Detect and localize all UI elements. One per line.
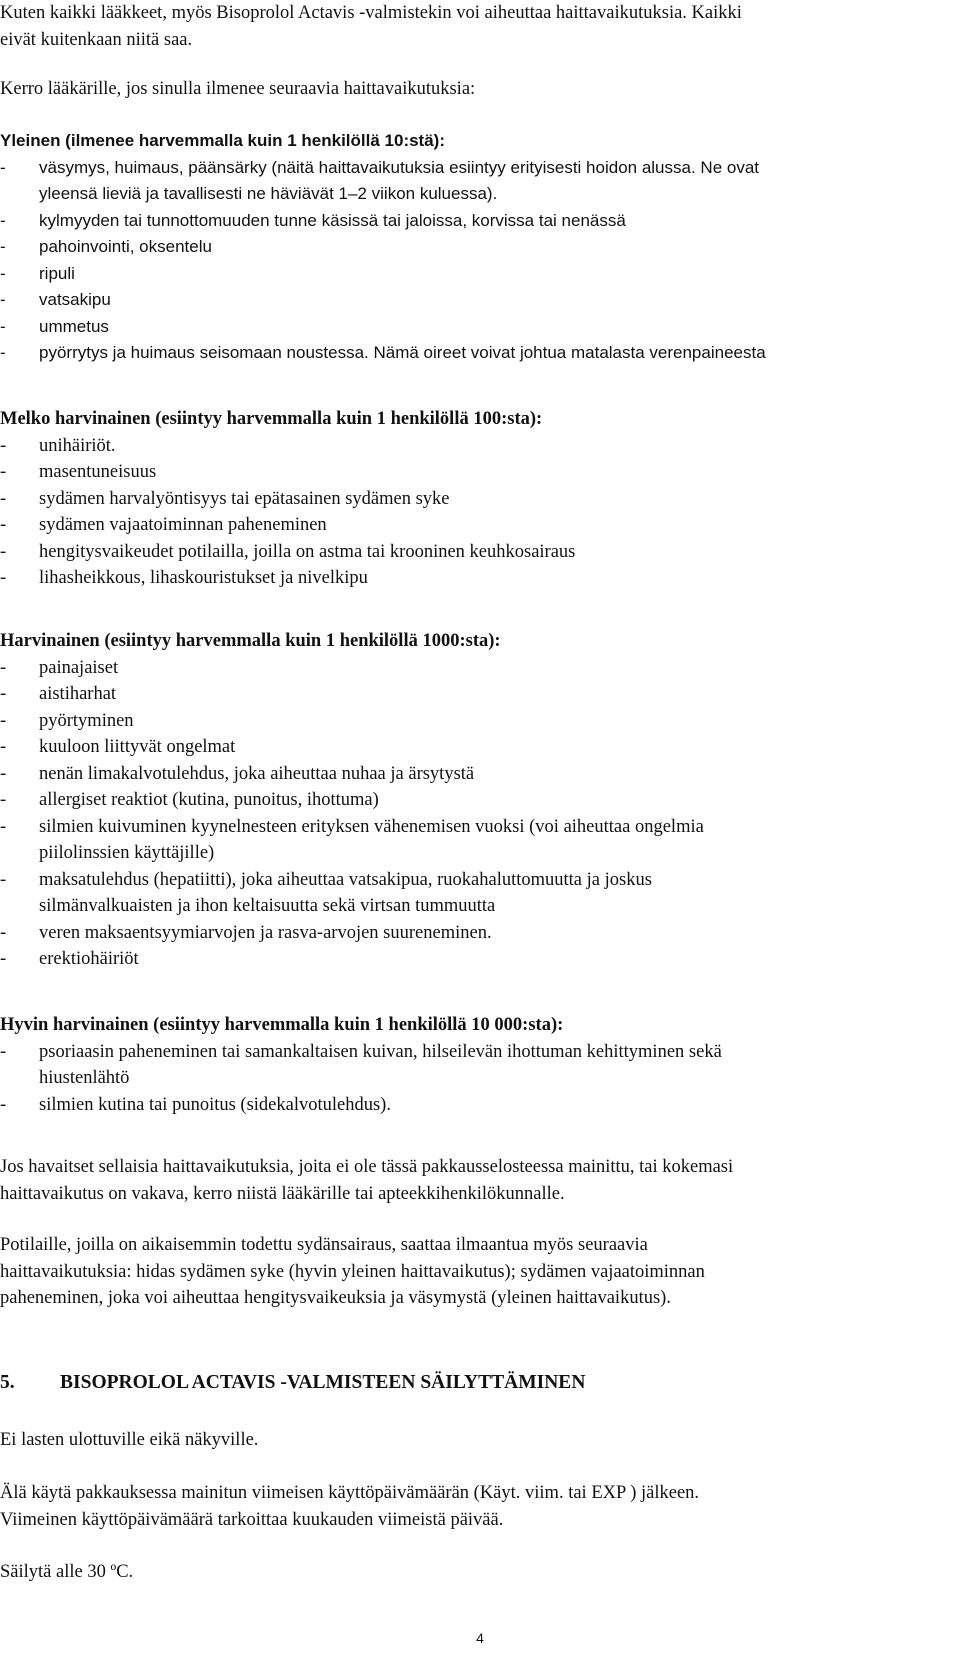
rare-section <box>0 628 940 973</box>
list-item <box>0 208 940 235</box>
list-dash: - <box>0 462 7 482</box>
list-dash: - <box>0 343 6 362</box>
list-item-line: maksatulehdus (hepatiitti), joka aiheuttaa vatsakipua, ruokahaluttomuutta ja joskus <box>39 869 652 890</box>
list-item-text: kylmyyden tai tunnottomuuden tunne käsissä tai jaloissa, korvissa tai nenässä <box>39 210 626 230</box>
list-item-text: masentuneisuus <box>39 462 157 482</box>
list-item-line: piilolinssien käyttäjille) <box>39 843 215 863</box>
list-item <box>0 761 940 788</box>
list-item-text: unihäiriöt. <box>39 435 116 456</box>
list-item <box>0 1039 940 1092</box>
uncommon-section <box>0 406 940 592</box>
list-item-text: sydämen vajaatoiminnan paheneminen <box>39 515 327 535</box>
list-item-text: lihasheikkous, lihaskouristukset ja nivelkipu <box>39 568 368 588</box>
section-heading <box>0 1370 585 1396</box>
list-item <box>0 234 940 261</box>
list-item <box>0 708 940 735</box>
heart-note-line: haittavaikutuksia: hidas sydämen syke (hyvin yleinen haittavaikutus); sydämen vajaatoiminnan <box>0 1261 705 1282</box>
list-dash: - <box>0 210 6 230</box>
list-item <box>0 867 940 920</box>
list-item <box>0 1092 940 1119</box>
intro-line: eivät kuitenkaan niitä saa. <box>0 29 193 50</box>
list-item-text: vatsakipu <box>39 290 111 309</box>
list-dash: - <box>0 1041 7 1062</box>
list-item-line: hiustenlähtö <box>39 1068 130 1088</box>
list-item-text: nenän limakalvotulehdus, joka aiheuttaa nuhaa ja ärsytystä <box>39 763 475 784</box>
list-dash: - <box>0 488 7 509</box>
list-dash: - <box>0 949 7 969</box>
section-title: BISOPROLOL ACTAVIS -VALMISTEEN SÄILYTTÄMINEN <box>60 1372 586 1393</box>
list-dash: - <box>0 237 6 256</box>
report-line: haittavaikutus on vakava, kerro niistä lääkärille tai apteekkihenkilökunnalle. <box>0 1183 565 1204</box>
list-item-text: silmien kutina tai punoitus (sidekalvotulehdus). <box>39 1094 391 1115</box>
list-item <box>0 155 940 208</box>
temperature-text: Säilytä alle 30 ºC. <box>0 1562 134 1582</box>
heart-note-line: Potilaille, joilla on aikaisemmin todettu sydänsairaus, saattaa ilmaantua myös seuraavia <box>0 1235 648 1255</box>
list-item <box>0 565 940 592</box>
expiry-line: Älä käytä pakkauksessa mainitun viimeisen käyttöpäivämäärän (Käyt. viim. tai EXP ) jälkeen. <box>0 1483 700 1503</box>
list-item-text: pyörrytys ja huimaus seisomaan noustessa. Nämä oireet voivat johtua matalasta verenpaineesta <box>39 343 766 362</box>
storage-children-text: Ei lasten ulottuville eikä näkyville. <box>0 1430 259 1450</box>
tell-doctor-text: Kerro lääkärille, jos sinulla ilmenee seuraavia haittavaikutuksia: <box>0 79 476 99</box>
list-item-text <box>39 155 940 208</box>
common-section <box>0 128 940 367</box>
list-dash: - <box>0 515 7 535</box>
list-item-line: yleensä lieviä ja tavallisesti ne häviävät 1–2 viikon kuluessa). <box>39 184 498 203</box>
list-item-text <box>39 867 940 920</box>
list-item-text: painajaiset <box>39 657 119 678</box>
list-item-line: silmänvalkuaisten ja ihon keltaisuutta sekä virtsan tummuutta <box>39 896 496 916</box>
list-dash: - <box>0 541 7 562</box>
list-item <box>0 459 940 486</box>
list-item-text: allergiset reaktiot (kutina, punoitus, ihottuma) <box>39 790 379 810</box>
tell-doctor-paragraph <box>0 76 940 103</box>
list-item <box>0 920 940 947</box>
list-item-text: erektiohäiriöt <box>39 949 139 969</box>
uncommon-heading: Melko harvinainen (esiintyy harvemmalla kuin 1 henkilöllä 100:sta): <box>0 409 543 429</box>
list-dash: - <box>0 263 6 283</box>
list-dash: - <box>0 710 7 731</box>
list-dash: - <box>0 869 7 890</box>
list-item <box>0 261 940 288</box>
list-item <box>0 734 940 761</box>
list-dash: - <box>0 290 6 309</box>
list-item <box>0 655 940 682</box>
temperature-paragraph <box>0 1559 940 1586</box>
list-dash: - <box>0 763 7 784</box>
list-dash: - <box>0 435 7 456</box>
expiry-paragraph <box>0 1480 940 1533</box>
report-paragraph <box>0 1154 940 1207</box>
list-dash: - <box>0 684 7 704</box>
list-item-text: veren maksaentsyymiarvojen ja rasva-arvojen suureneminen. <box>39 922 492 943</box>
heart-patients-paragraph <box>0 1232 940 1312</box>
list-item <box>0 787 940 814</box>
intro-paragraph <box>0 0 940 53</box>
list-dash: - <box>0 790 7 810</box>
report-line: Jos havaitset sellaisia haittavaikutuksia, joita ei ole tässä pakkausselosteessa mainittu, tai kokemasi <box>0 1157 734 1177</box>
list-item <box>0 433 940 460</box>
list-dash: - <box>0 737 7 757</box>
list-item-text: pyörtyminen <box>39 710 134 731</box>
list-item-line: silmien kuivuminen kyynelnesteen erityksen vähenemisen vuoksi (voi aiheuttaa ongelmia <box>39 816 704 837</box>
rare-heading: Harvinainen (esiintyy harvemmalla kuin 1 henkilöllä 1000:sta): <box>0 631 501 651</box>
list-dash: - <box>0 922 7 943</box>
list-dash: - <box>0 1094 7 1115</box>
storage-children-paragraph <box>0 1427 940 1454</box>
list-item <box>0 287 940 314</box>
list-item <box>0 539 940 566</box>
list-item-text: ripuli <box>39 263 75 283</box>
heart-note-line: paheneminen, joka voi aiheuttaa hengitysvaikeuksia ja väsymystä (yleinen haittavaikutus). <box>0 1288 671 1308</box>
list-item-text: pahoinvointi, oksentelu <box>39 237 212 256</box>
page-number: 4 <box>476 1630 484 1646</box>
very-rare-heading: Hyvin harvinainen (esiintyy harvemmalla kuin 1 henkilöllä 10 000:sta): <box>0 1015 564 1035</box>
list-item <box>0 946 940 973</box>
intro-line: Kuten kaikki lääkkeet, myös Bisoprolol Actavis -valmistekin voi aiheuttaa haittavaikutuksia. Kaikki <box>0 3 742 23</box>
list-item-line: väsymys, huimaus, päänsärky (näitä haittavaikutuksia esiintyy erityisesti hoidon alussa. Ne ovat <box>39 157 760 177</box>
common-heading: Yleinen (ilmenee harvemmalla kuin 1 henkilöllä 10:stä): <box>0 131 445 150</box>
list-item <box>0 681 940 708</box>
list-item-text: hengitysvaikeudet potilailla, joilla on astma tai krooninen keuhkosairaus <box>39 541 576 562</box>
expiry-line: Viimeinen käyttöpäivämäärä tarkoittaa kuukauden viimeistä päivää. <box>0 1509 504 1530</box>
list-item <box>0 486 940 513</box>
list-item <box>0 814 940 867</box>
list-item-text: ummetus <box>39 316 109 336</box>
list-dash: - <box>0 316 6 336</box>
list-item-text: sydämen harvalyöntisyys tai epätasainen sydämen syke <box>39 488 450 509</box>
list-dash: - <box>0 816 7 837</box>
list-item <box>0 340 940 367</box>
list-item-line: psoriaasin paheneminen tai samankaltaisen kuivan, hilseilevän ihottuman kehittyminen sekä <box>39 1041 722 1062</box>
section-number: 5. <box>0 1372 15 1393</box>
very-rare-section <box>0 1012 940 1118</box>
list-item <box>0 314 940 341</box>
list-dash: - <box>0 157 6 177</box>
list-item-text <box>39 1039 940 1092</box>
list-dash: - <box>0 568 7 588</box>
list-item-text: kuuloon liittyvät ongelmat <box>39 737 236 757</box>
list-item-text: aistiharhat <box>39 684 117 704</box>
list-item <box>0 512 940 539</box>
list-item-text <box>39 814 940 867</box>
list-dash: - <box>0 657 7 678</box>
